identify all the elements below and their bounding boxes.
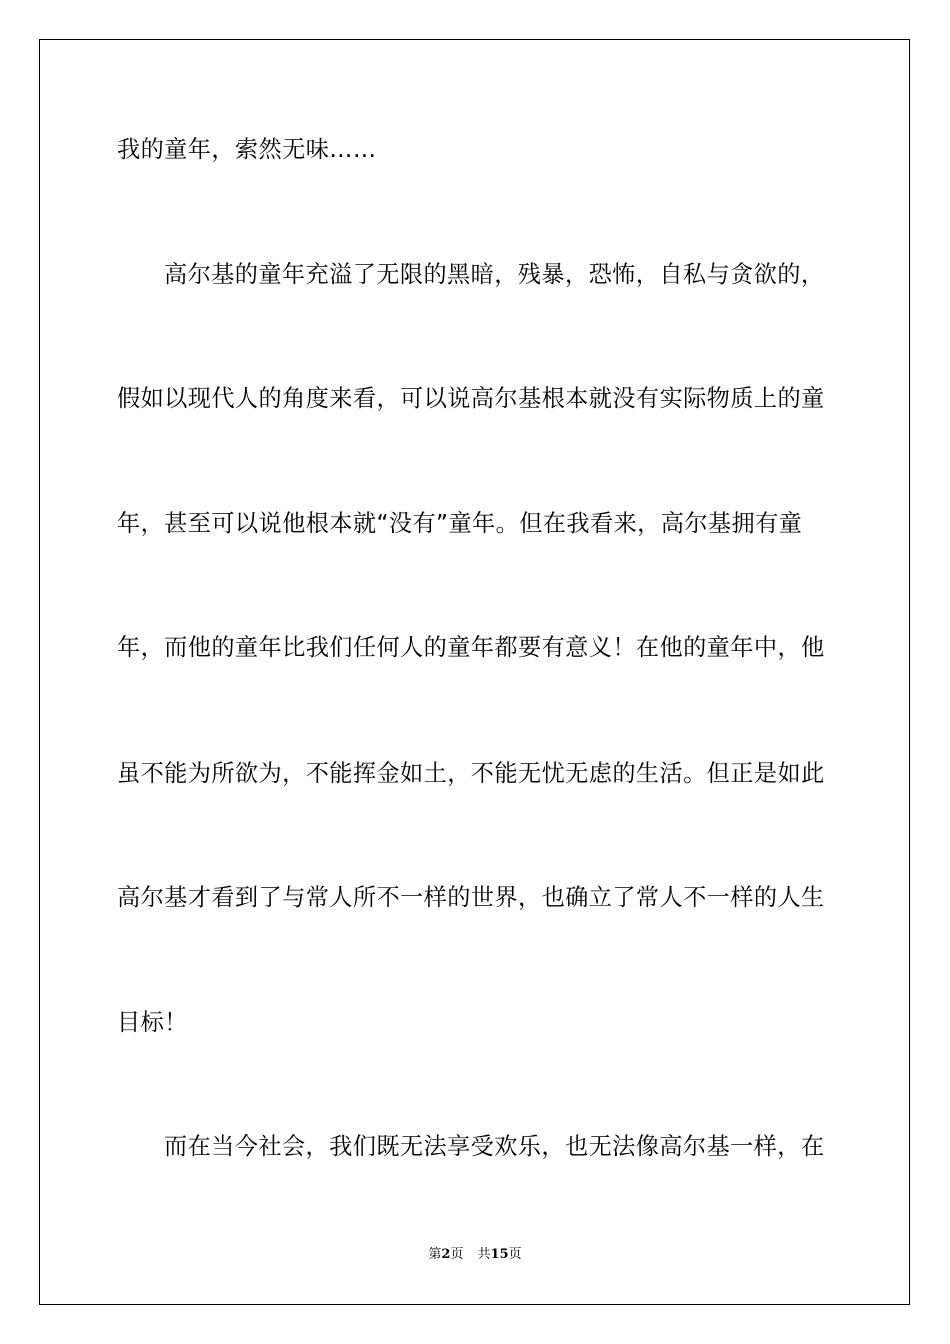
page-border [39, 39, 910, 1305]
text-line-3: 假如以现代人的角度来看，可以说高尔基根本就没有实际物质上的童 [117, 385, 825, 412]
text-line-1: 我的童年，索然无味…… [117, 136, 377, 163]
text-line-4: 年，甚至可以说他根本就“没有”童年。但在我看来，高尔基拥有童 [117, 510, 803, 537]
text-line-7: 高尔基才看到了与常人所不一样的世界，也确立了常人不一样的人生 [117, 884, 825, 911]
text-line-8: 目标！ [117, 1009, 188, 1036]
page-prefix: 第 [428, 1247, 442, 1262]
text-line-5: 年，而他的童年比我们任何人的童年都要有意义！在他的童年中，他 [117, 634, 825, 661]
current-page-number: 2 [441, 1247, 451, 1262]
text-line-9: 而在当今社会，我们既无法享受欢乐，也无法像高尔基一样，在 [164, 1133, 825, 1160]
total-suffix: 页 [508, 1247, 522, 1262]
text-line-2: 高尔基的童年充溢了无限的黑暗，残暴，恐怖，自私与贪欲的， [164, 261, 825, 288]
page-footer [0, 1246, 950, 1264]
total-prefix: 共 [477, 1247, 491, 1262]
text-line-6: 虽不能为所欲为，不能挥金如土，不能无忧无虑的生活。但正是如此 [117, 760, 825, 787]
page-suffix: 页 [450, 1247, 464, 1262]
total-page-count: 15 [490, 1247, 509, 1262]
